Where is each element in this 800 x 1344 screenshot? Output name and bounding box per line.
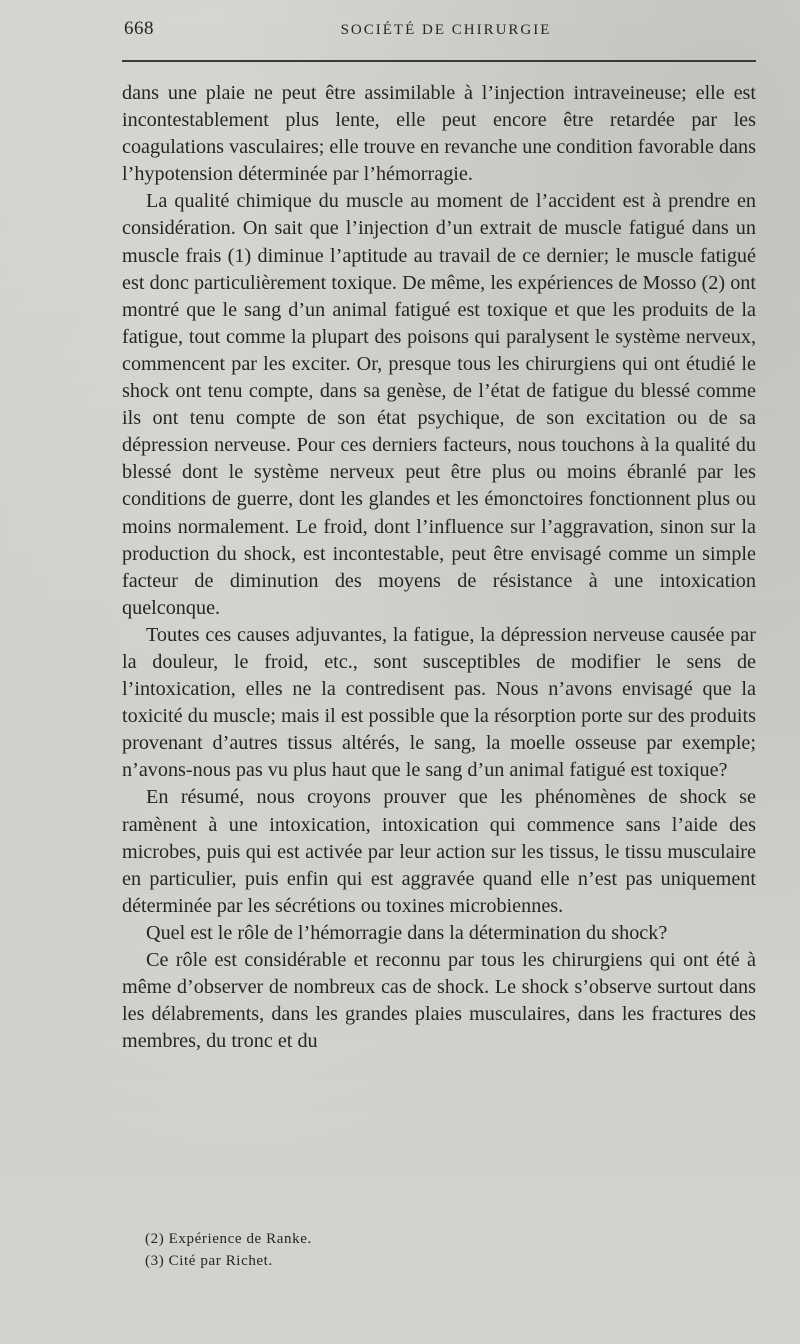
- footnote: (2) Expérience de Ranke.: [145, 1231, 312, 1247]
- footnote: (3) Cité par Richet.: [145, 1253, 273, 1269]
- page-header: [124, 14, 756, 48]
- paragraph-hemorrhage-role: Ce rôle est considérable et reconnu par tous les chirurgiens qui ont été à même d’observer de nombreux cas de shock. Le shock s’observe surtout dans les délabrements, dans les grandes plaies musculaires, dans les fractures des membres, du tronc et du: [122, 949, 756, 1053]
- paragraph-continuation: dans une plaie ne peut être assimilable à l’injection intraveineuse; elle est incontestablement plus lente, elle peut encore être retardée par les coagulations vasculaires; elle trouve en revanche une condition favorable dans l’hypotension déterminée par l’hémorragie.: [122, 82, 756, 186]
- body-text: [122, 80, 756, 1055]
- header-rule: [122, 60, 756, 62]
- paragraph-hemorrhage-question: Quel est le rôle de l’hémorragie dans la détermination du shock?: [146, 921, 668, 944]
- page-number: 668: [124, 18, 154, 39]
- footnotes: [145, 1228, 745, 1272]
- running-title: SOCIÉTÉ DE CHIRURGIE: [340, 22, 552, 38]
- paragraph-summary: En résumé, nous croyons prouver que les phénomènes de shock se ramènent à une intoxication, intoxication qui commence sans l’aide des microbes, puis qui est activée par leur action sur les tissus, le tissu musculaire en particulier, puis enfin qui est aggravée quand elle n’est pas uniquement déterminée par les sécrétions ou toxines microbiennes.: [122, 786, 756, 917]
- paragraph-adjuvant-causes: Toutes ces causes adjuvantes, la fatigue, la dépression nerveuse causée par la douleur, le froid, etc., sont susceptibles de modifier le sens de l’intoxication, elles ne la contredisent pas. Nous n’avons envisagé que la toxicité du muscle; mais il est possible que la résorption porte sur des produits provenant d’autres tissus altérés, le sang, la moelle osseuse par exemple; n’avons-nous pas vu plus haut que le sang d’un animal fatigué est toxique?: [122, 623, 756, 782]
- paragraph-muscle-chemistry: La qualité chimique du muscle au moment de l’accident est à prendre en considération. On sait que l’injection d’un extrait de muscle fatigué dans un muscle frais (1) diminue l’aptitude au travail de ce dernier; le muscle fatigué est donc particulièrement toxique. De même, les expériences de Mosso (2) ont montré que le sang d’un animal fatigué est toxique et que les produits de la fatigue, tout comme la plupart des poisons qui paralysent le système nerveux, commencent par les exciter. Or, presque tous les chirurgiens qui ont étudié le shock ont tenu compte, dans sa genèse, de l’état de fatigue du blessé comme ils ont tenu compte de son état psychique, de son excitation ou de sa dépression nerveuse. Pour ces derniers facteurs, nous touchons à la qualité du blessé dont le système nerveux peut être plus ou moins ébranlé par les conditions de guerre, dont les glandes et les émonctoires fonctionnent plus ou moins normalement. Le froid, dont l’influence sur l’aggravation, sinon sur la production du shock, est incontestable, peut être envisagé comme un simple facteur de diminution des moyens de résistance à une intoxication quelconque.: [122, 190, 756, 619]
